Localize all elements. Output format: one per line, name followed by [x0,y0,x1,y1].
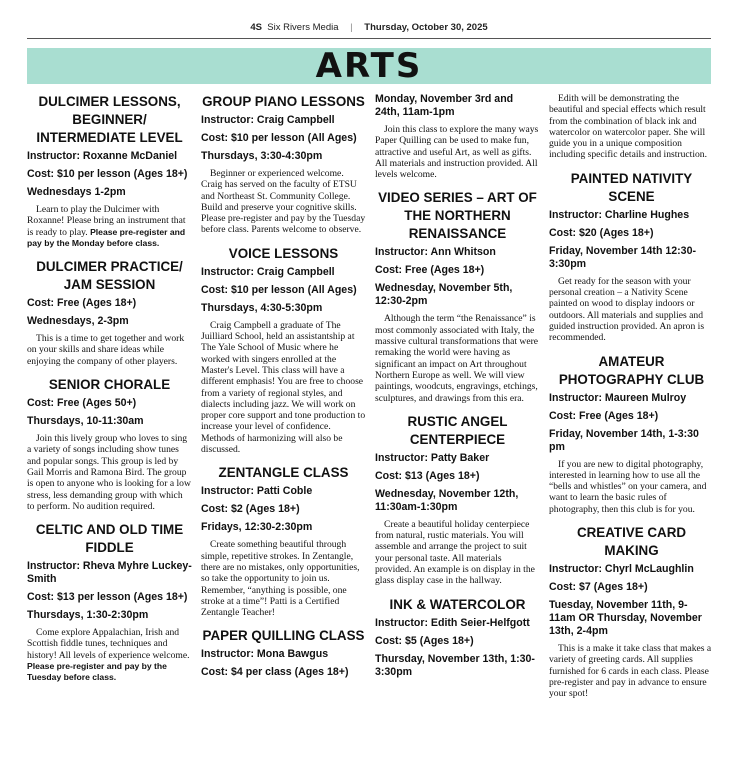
listing-ink-watercolor [375,596,540,679]
listing-description: Join this class to explore the many ways Paper Quilling can be used to make fun, attractive and useful Art, as well as gifts. All materials and instruction provided. All levels welcome. [375,124,539,181]
listing-description: Create a beautiful holiday centerpiece from natural, rustic materials. You will assemble and arrange the project to suit your personal taste. All materials provided. An example is on display in the glass display case in the hallway. [375,518,535,587]
listing-schedule: Thursdays, 4:30-5:30pm [201,301,323,314]
section-banner [27,48,711,84]
listing-title: VOICE LESSONS [228,245,339,261]
running-header [0,22,738,33]
listing-cost: Cost: $10 per lesson (Ages 18+) [27,168,188,180]
column-3 [375,93,540,684]
listing-description: This is a make it take class that makes a variety of greeting cards. All supplies furnished for 6 cards in each class. Please pre-register and pay in advance to ensure your spot! [549,643,712,700]
listing-title: ZENTANGLE CLASS [218,465,349,481]
listing-title: RUSTIC ANGEL CENTERPIECE [407,413,508,447]
section-title: ARTS [315,46,423,86]
header-separator: | [350,22,353,33]
listing-instructor: Instructor: Patti Coble [201,485,313,498]
listing-instructor: Instructor: Roxanne McDaniel [27,150,178,162]
listing-schedule: Thursday, November 13th, 1:30-3:30pm [375,652,535,678]
listing-description: Edith will be demonstrating the beautiful and special effects which result from the combination of black ink and watercolor on watercolor paper. She will guide you in a unique composition including specific details and instruction. [549,93,707,161]
listing-schedule: Friday, November 14th, 1-3:30 pm [549,427,699,453]
listing-schedule: Thursdays, 3:30-4:30pm [201,150,323,162]
publication-name: Six Rivers Media [267,22,339,33]
listing-title: SENIOR CHORALE [48,377,171,393]
listing-cost: Cost: $2 (Ages 18+) [201,503,300,516]
listing-instructor: Instructor: Craig Campbell [201,114,335,126]
listing-instructor: Instructor: Maureen Mulroy [549,391,687,404]
listing-description: Get ready for the season with your personal creation – a Nativity Scene painted on wood to display indoors or outdoors. All materials and supplies and guided instruction provided. An apron is recommended. [549,275,705,344]
column-2 [201,93,366,684]
listing-group-piano [201,93,366,236]
listing-title: DULCIMER LESSONS, BEGINNER/ INTERMEDIATE LEVEL [36,94,183,145]
listing-instructor: Instructor: Craig Campbell [201,265,335,278]
listing-cost: Cost: $13 per lesson (Ages 18+) [27,591,188,604]
listing-cost: Cost: $13 (Ages 18+) [375,469,480,482]
listing-zentangle [201,464,366,618]
listing-cost: Cost: Free (Ages 18+) [375,264,485,277]
listing-cost: Cost: Free (Ages 18+) [549,409,659,422]
listing-title: CELTIC AND OLD TIME FIDDLE [35,522,184,556]
issue-date: Thursday, October 30, 2025 [364,22,488,33]
listing-description: Create something beautiful through simple, repetitive strokes. In Zentangle, there are no mistakes, only opportunities, so take the opportunity to join us. Remember, “anything is possible, one stroke at a time”! Patti is a Certified Zentangle Teacher! [201,539,360,619]
listing-schedule: Wednesday, November 12th, 11:30am-1:30pm [375,487,519,513]
listing-description: Craig Campbell a graduate of The Juilliard School, held an assistantship at The Yale School of Music where he worked with singers enrolled at the Master's Level. This class will have a different emphasis! You are free to choose from a variety of regional styles, and dialects including jazz. We will work on proper core support and tone production to increase your level of confidence. Methods of harmonizing will also be discussed. [201,319,366,456]
listing-instructor: Instructor: Ann Whitson [375,246,496,259]
listing-cost: Cost: $7 (Ages 18+) [549,581,648,594]
listing-title: DULCIMER PRACTICE/ JAM SESSION [36,259,183,293]
listing-note: Please pre-register and pay by the Monday before class. [27,226,186,248]
listing-senior-chorale [27,376,192,512]
listing-title: GROUP PIANO LESSONS [202,94,365,109]
listing-title: PAPER QUILLING CLASS [202,628,365,644]
listing-instructor: Instructor: Mona Bawgus [201,648,329,661]
listing-description: Although the term “the Renaissance” is most commonly associated with Italy, the massive cultural transformations that were remaking the world were having as significant an impact on Art throughout Northern Europe as well. We will view paintings, woodcuts, engravings, etchings, sculptures, and drawings from this era. [375,313,539,404]
listing-cost: Cost: $5 (Ages 18+) [375,634,474,647]
listing-instructor: Instructor: Rheva Myhre Luckey-Smith [27,560,192,586]
listing-title: INK & WATERCOLOR [389,596,526,612]
listing-cost: Cost: Free (Ages 50+) [27,397,137,410]
listing-cost: Cost: Free (Ages 18+) [27,297,137,310]
listing-schedule: Monday, November 3rd and 24th, 11am-1pm [375,93,514,118]
listing-instructor: Instructor: Patty Baker [375,451,490,464]
listing-schedule: Wednesdays 1-2pm [27,186,126,198]
listing-ink-watercolor-cont [549,93,714,161]
listing-cost: Cost: $20 (Ages 18+) [549,226,654,239]
listing-celtic-fiddle [27,521,192,683]
listing-cost: Cost: $10 per lesson (All Ages) [201,132,357,144]
listing-title: CREATIVE CARD MAKING [576,525,687,559]
listing-title: VIDEO SERIES – ART OF THE NORTHERN RENAISSANCE [378,190,537,242]
listing-dulcimer-lessons [27,93,192,249]
listing-cost: Cost: $4 per class (Ages 18+) [201,666,349,679]
listing-instructor: Instructor: Edith Seier-Helfgott [375,616,530,629]
listing-video-series [375,189,540,403]
listing-title: PAINTED NATIVITY SCENE [570,170,693,204]
listing-photography-club [549,353,714,515]
listing-schedule: Friday, November 14th 12:30-3:30pm [549,244,696,270]
listing-cost: Cost: $10 per lesson (All Ages) [201,283,357,296]
column-4 [549,93,714,709]
listing-dulcimer-practice [27,258,192,367]
listing-schedule: Thursdays, 1:30-2:30pm [27,609,149,622]
page-number: 4S [250,22,262,33]
listing-description: This is a time to get together and work on your skills and share ideas while enjoying the company of other players. [27,333,185,367]
listing-instructor: Instructor: Charline Hughes [549,208,690,221]
listing-description: Learn to play the Dulcimer with Roxanne! Please bring an instrument that is ready to play. Please pre-register and pay by the Monday before class. [27,204,186,248]
listing-title: AMATEUR PHOTOGRAPHY CLUB [558,353,705,387]
listing-card-making [549,524,714,699]
listing-paper-quilling [201,627,366,679]
listing-schedule: Tuesday, November 11th, 9-11am OR Thursday, November 13th, 2-4pm [549,599,702,638]
column-1 [27,93,192,693]
listing-schedule: Wednesdays, 2-3pm [27,315,129,328]
listing-rustic-angel [375,413,540,587]
listing-paper-quilling-cont [375,93,540,180]
listing-schedule: Thursdays, 10-11:30am [27,415,144,428]
listing-schedule: Fridays, 12:30-2:30pm [201,521,313,534]
listing-painted-nativity [549,170,714,344]
listing-description: If you are new to digital photography, interested in learning how to use all the “bells and whistles” on your camera, and want to learn the basic rules of photography, then this club is for you. [549,458,707,515]
listing-note: Please pre-register and pay by the Tuesday before class. [27,661,167,683]
listing-voice-lessons [201,245,366,456]
listing-description: Beginner or experienced welcome. Craig has served on the faculty of ETSU and Northeast St. Community College. Build and preserve your cognitive skills. Please pre-register and pay by the Tuesday before class. Parents welcome to observe. [201,168,366,236]
listing-instructor: Instructor: Chyrl McLaughlin [549,563,694,576]
listing-schedule: Wednesday, November 5th, 12:30-2pm [375,282,513,308]
header-rule [27,38,711,39]
listing-description: Come explore Appalachian, Irish and Scottish fiddle tunes, techniques and history! All levels of experience welcome. Please pre-register and pay by the Tuesday before class. [27,627,190,683]
listing-description: Join this lively group who loves to sing a variety of songs including show tunes and popular songs. This group is led by Gail Morris and Ramona Bird. The group is open to anyone who is looking for a low stress, less demanding group with which to perform. No audition required. [27,433,191,512]
